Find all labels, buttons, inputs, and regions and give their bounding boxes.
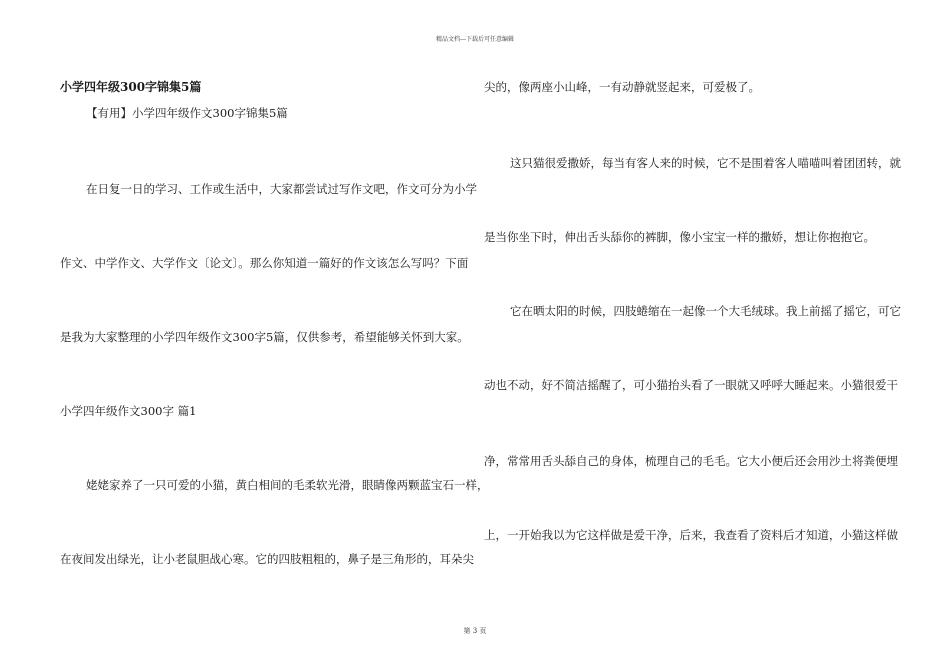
- paragraph-line-2: 在夜间发出绿光，让小老鼠胆战心寒。它的四肢粗粗的，鼻子是三角形的，耳朵尖: [60, 552, 474, 566]
- document-title: 小学四年级300字锦集5篇: [60, 80, 202, 94]
- page-number: 第 3 页: [463, 627, 487, 635]
- document-subtitle: 【有用】小学四年级作文300字锦集5篇: [86, 106, 288, 120]
- intro-line-3: 是我为大家整理的小学四年级作文300字5篇，仅供参考，希望能够关怀到大家。: [60, 330, 469, 344]
- page-header: 精品文档---下载后可任意编辑: [435, 36, 515, 43]
- right-line-1: 尖的，像两座小山峰，一有动静就竖起来，可爱极了。: [484, 80, 760, 94]
- right-line-2: 这只猫很爱撒娇，每当有客人来的时候，它不是围着客人喵喵叫着团团转，就: [510, 156, 901, 170]
- paragraph-line-1: 姥姥家养了一只可爱的小猫，黄白相间的毛柔软光滑，眼睛像两颗蓝宝石一样，: [86, 478, 489, 492]
- intro-line-1: 在日复一日的学习、工作或生活中，大家都尝试过写作文吧，作文可分为小学: [86, 182, 477, 196]
- intro-line-2: 作文、中学作文、大学作文〔论文〕。那么你知道一篇好的作文该怎么写吗？下面: [60, 256, 469, 270]
- right-line-3: 是当你坐下时，伸出舌头舔你的裤脚，像小宝宝一样的撒娇，想让你抱抱它。: [484, 230, 875, 244]
- right-line-4: 它在晒太阳的时候，四肢蜷缩在一起像一个大毛绒球。我上前摇了摇它，可它: [510, 304, 901, 318]
- right-line-6: 净，常常用舌头舔自己的身体，梳理自己的毛毛。它大小便后还会用沙土将粪便埋: [484, 454, 898, 468]
- right-line-7: 上，一开始我以为它这样做是爱干净，后来，我查看了资料后才知道，小猫这样做: [484, 528, 898, 542]
- section-heading: 小学四年级作文300字 篇1: [60, 404, 197, 418]
- right-line-5: 动也不动，好不简洁摇醒了，可小猫抬头看了一眼就又呼呼大睡起来。小猫很爱干: [484, 378, 898, 392]
